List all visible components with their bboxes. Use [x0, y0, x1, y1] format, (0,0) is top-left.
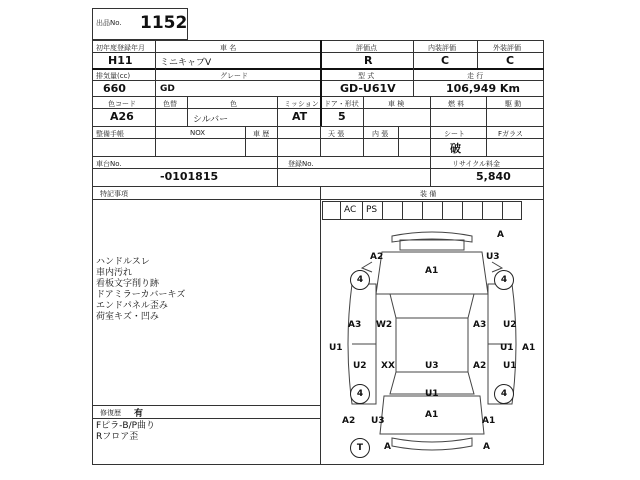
grid-line [277, 126, 278, 156]
color-tone-label: 色替 [163, 100, 177, 108]
spare-tire: T [350, 438, 370, 458]
damage-code: A3 [473, 320, 487, 330]
damage-code: U2 [503, 320, 517, 330]
sunroof-label: 天 張 [328, 130, 345, 138]
note-line: ドアミラーカバーキズ [96, 290, 186, 300]
registration-label: 登録No. [288, 160, 314, 168]
grid-line [413, 68, 414, 96]
damage-code: W2 [376, 320, 393, 330]
chassis-label: 車台No. [96, 160, 122, 168]
grid-line [187, 96, 188, 126]
grid-line [442, 201, 443, 220]
grade-label: グレード [220, 72, 248, 80]
damage-code: A3 [348, 320, 362, 330]
grade-value: GD [160, 84, 175, 94]
grid-line [363, 96, 364, 126]
damage-code: A2 [342, 416, 356, 426]
damage-code: U1 [425, 389, 439, 399]
first-reg-value: H11 [108, 54, 133, 67]
interior-lining-label: 内 張 [372, 130, 389, 138]
mileage-label: 走 行 [467, 72, 484, 80]
note-line: 車内汚れ [96, 268, 133, 278]
grid-line [477, 40, 478, 68]
interior-grade-value: C [441, 54, 450, 67]
repair-line: Fピラ-B/P曲り [96, 421, 156, 431]
notes-label: 特記事項 [100, 190, 128, 198]
score-value: R [364, 54, 373, 67]
grid-line [92, 138, 544, 139]
mileage-value: 106,949 Km [446, 82, 520, 95]
fuel-label: 燃 料 [448, 100, 465, 108]
grid-line [92, 68, 544, 70]
recycle-fee-label: リサイクル料金 [452, 160, 501, 168]
damage-code: A [497, 230, 504, 240]
grid-line [155, 40, 156, 126]
grid-line [486, 126, 487, 156]
tire-rear-left: 4 [350, 384, 370, 404]
grid-line [462, 201, 463, 220]
grid-line [430, 96, 431, 126]
damage-code: XX [381, 361, 395, 371]
seat-label: シート [444, 130, 465, 138]
damage-code: A1 [425, 410, 439, 420]
grid-line [92, 405, 320, 406]
interior-grade-label: 内装評価 [428, 44, 456, 52]
grid-line [92, 156, 544, 157]
lot-number: 1152 [140, 13, 188, 33]
damage-code: A1 [522, 343, 536, 353]
lot-number-label: 出品No. [96, 19, 122, 27]
grid-line [320, 40, 322, 126]
door-label: ドア・形状 [324, 100, 359, 108]
displacement-label: 排気量(cc) [96, 72, 131, 80]
equipment-ac: AC [344, 205, 357, 215]
grid-line [92, 199, 544, 200]
repair-history-value: 有 [134, 409, 144, 419]
grid-line [363, 126, 364, 156]
damage-code: U1 [500, 343, 514, 353]
tire-front-right: 4 [494, 270, 514, 290]
tire-front-left: 4 [350, 270, 370, 290]
damage-code: A1 [425, 266, 439, 276]
first-reg-label: 初年度登録年月 [96, 44, 145, 52]
history-label: 車 歴 [253, 130, 270, 138]
grid-line [402, 201, 403, 220]
door-value: 5 [338, 110, 346, 123]
grid-line [155, 126, 156, 156]
grid-line [362, 201, 363, 220]
grid-line [340, 201, 341, 220]
grid-line [430, 126, 431, 156]
note-line: 看板文字削り跡 [96, 279, 160, 289]
damage-code: A2 [473, 361, 487, 371]
damage-code: A [384, 442, 391, 452]
repair-history-label: 修復歴 [100, 409, 121, 417]
grid-line [486, 96, 487, 126]
damage-code: A [483, 442, 490, 452]
equipment-label: 装 備 [420, 190, 437, 198]
grid-line [382, 201, 383, 220]
grid-line [92, 186, 544, 187]
exterior-grade-label: 外装評価 [493, 44, 521, 52]
note-line: ハンドルスレ [96, 257, 150, 267]
score-label: 評価点 [356, 44, 377, 52]
grid-line [92, 418, 320, 419]
exterior-grade-value: C [506, 54, 515, 67]
grid-line [320, 186, 321, 465]
grid-line [92, 96, 544, 97]
damage-code: A2 [370, 252, 384, 262]
seat-value: 破 [450, 142, 461, 155]
tire-rear-right: 4 [494, 384, 514, 404]
note-line: 荷室キズ・凹み [96, 312, 159, 322]
grid-line [422, 201, 423, 220]
grid-line [320, 126, 321, 156]
damage-code: U3 [486, 252, 500, 262]
displacement-value: 660 [103, 82, 126, 95]
grid-line [277, 96, 278, 126]
grid-line [245, 126, 246, 156]
repair-line: Rフロア歪 [96, 432, 139, 442]
grid-line [413, 40, 414, 68]
grid-line [482, 201, 483, 220]
color-label: 色 [230, 100, 237, 108]
mission-label: ミッション [284, 100, 319, 108]
model-value: GD-U61V [340, 82, 396, 95]
nox-label: NOX [190, 129, 206, 137]
grid-line [92, 126, 544, 127]
model-label: 型 式 [358, 72, 375, 80]
grid-line [277, 156, 278, 186]
grid-line [398, 126, 399, 156]
damage-code: U1 [503, 361, 517, 371]
damage-code: A1 [482, 416, 496, 426]
chassis-value: -0101815 [160, 170, 219, 183]
note-line: エンドパネル歪み [96, 301, 168, 311]
color-code-label: 色コード [108, 100, 136, 108]
color-code-value: A26 [110, 110, 134, 123]
color-value: シルバー [193, 115, 229, 125]
grid-line [430, 156, 431, 186]
damage-code: U1 [329, 343, 343, 353]
inspection-label: 車 検 [388, 100, 405, 108]
drive-label: 駆 動 [505, 100, 522, 108]
grid-line [502, 201, 503, 220]
mission-value: AT [292, 110, 308, 123]
damage-code: U3 [371, 416, 385, 426]
damage-code: U2 [353, 361, 367, 371]
car-name-label: 車 名 [220, 44, 237, 52]
front-glass-label: Fガラス [498, 130, 523, 138]
equipment-ps: PS [366, 205, 378, 215]
recycle-fee-value: 5,840 [476, 170, 511, 183]
damage-code: U3 [425, 361, 439, 371]
car-name-value: ミニキャブV [160, 58, 212, 68]
maintenance-book-label: 整備手帳 [96, 130, 124, 138]
